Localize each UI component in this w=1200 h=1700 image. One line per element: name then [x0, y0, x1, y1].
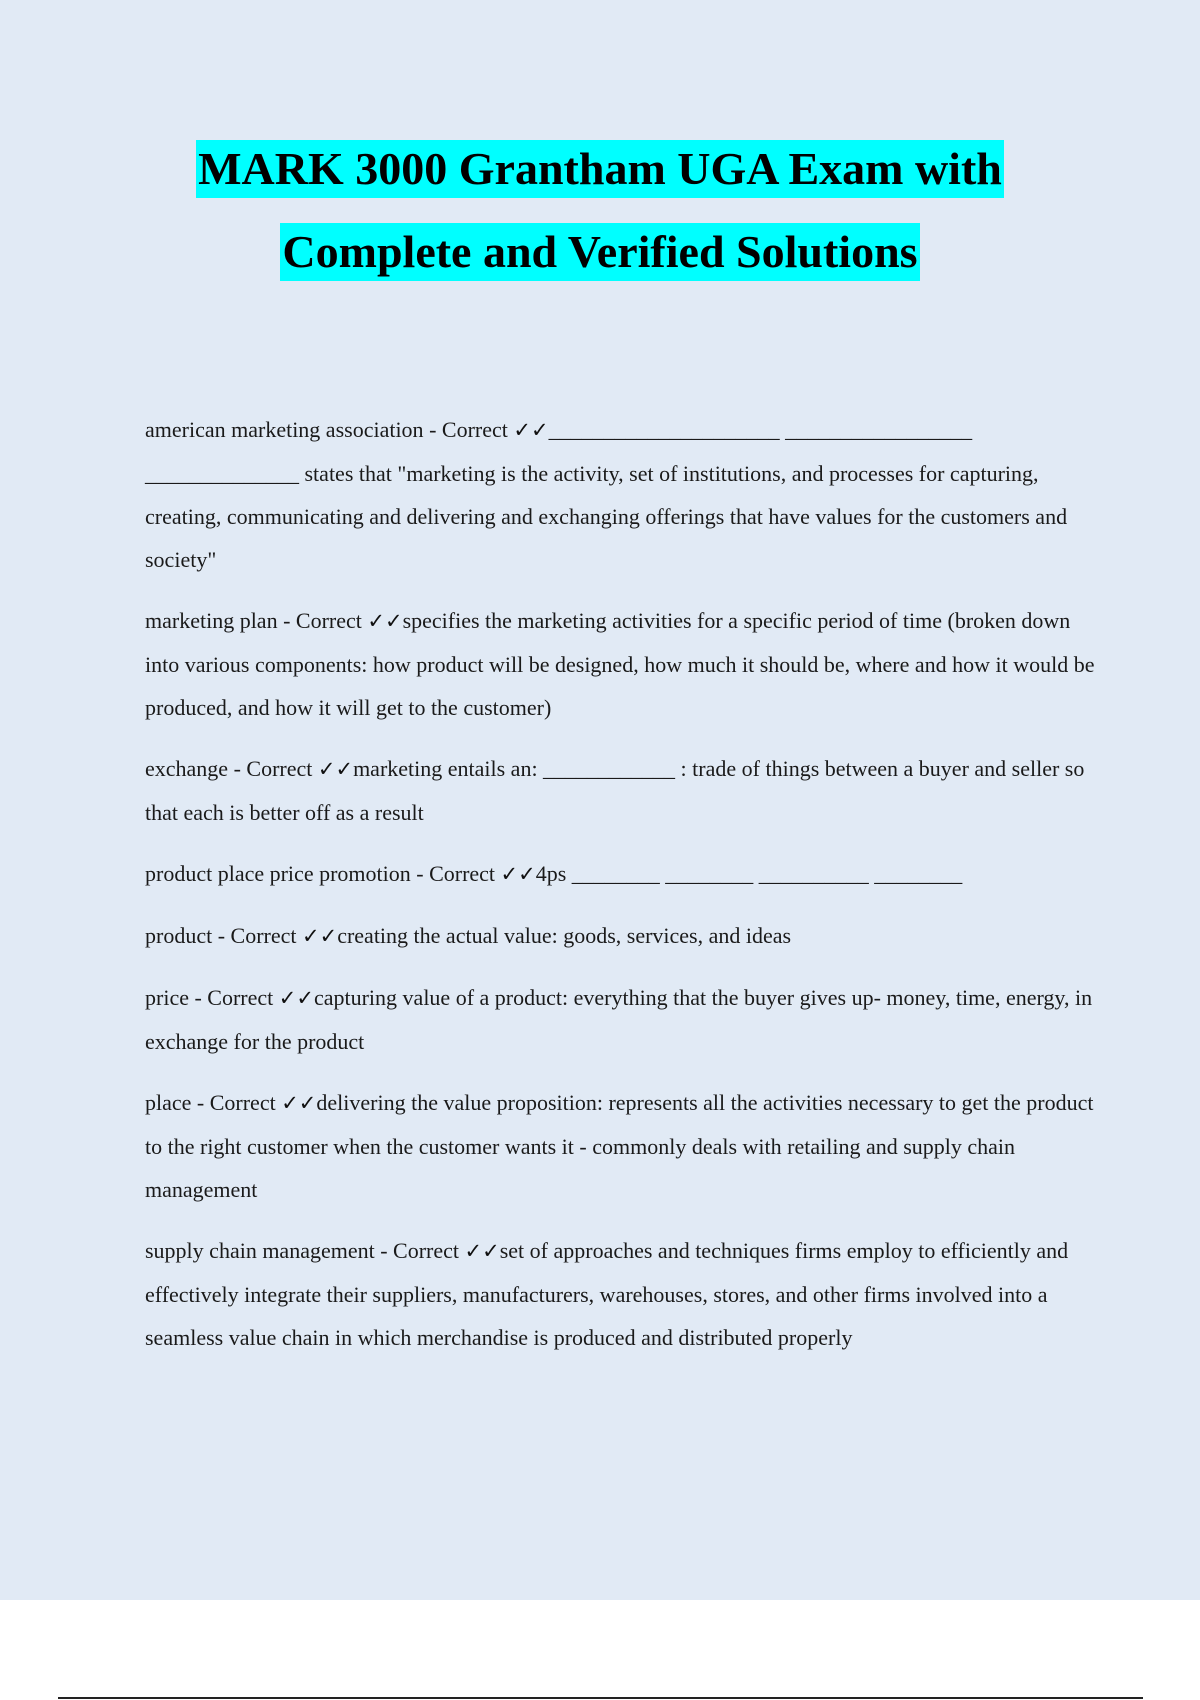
entry-separator: - Correct: [191, 1090, 282, 1115]
entry-term: american marketing association: [145, 417, 424, 442]
check-icon: ✓✓: [367, 609, 403, 633]
qa-entry: [145, 747, 1095, 834]
entry-separator: - Correct: [188, 985, 279, 1010]
footer-divider: [58, 1697, 1143, 1699]
entry-separator: - Correct: [277, 608, 368, 633]
qa-entry: [145, 1229, 1095, 1359]
entry-term: supply chain management: [145, 1238, 375, 1263]
check-icon: ✓✓: [500, 862, 536, 886]
entry-answer: set of approaches and techniques firms employ to efficiently and effectively integrate their suppliers, manufacturers, warehouses, stores, and other firms involved into a seamless value chain in which merchandise is produced and distributed properly: [145, 1238, 1069, 1350]
qa-entry: [145, 408, 1095, 581]
entry-term: price: [145, 985, 189, 1010]
qa-entry: [145, 914, 1095, 958]
title-line-2: Complete and Verified Solutions: [280, 223, 919, 281]
entry-separator: - Correct: [374, 1238, 465, 1263]
entry-answer: marketing entails an: ____________ : trade of things between a buyer and seller so that each is better off as a result: [145, 756, 1085, 825]
entry-separator: - Correct: [423, 417, 514, 442]
entry-answer: capturing value of a product: everything that the buyer gives up- money, time, energy, in exchange for the product: [145, 985, 1093, 1054]
entry-answer: creating the actual value: goods, services, and ideas: [337, 923, 792, 948]
entry-answer: 4ps ________ ________ __________ ________: [535, 861, 963, 886]
entry-separator: - Correct: [228, 756, 318, 781]
entry-term: exchange: [145, 756, 229, 781]
document-title: [0, 140, 1200, 306]
entry-term: place: [145, 1090, 192, 1115]
qa-entry: [145, 852, 1095, 896]
entry-separator: - Correct: [410, 861, 501, 886]
qa-entry: [145, 1081, 1095, 1211]
entry-separator: - Correct: [212, 923, 302, 948]
check-icon: ✓✓: [281, 1091, 317, 1115]
check-icon: ✓✓: [464, 1239, 500, 1263]
check-icon: ✓✓: [302, 924, 338, 948]
entry-term: product: [145, 923, 213, 948]
check-icon: ✓✓: [317, 757, 354, 781]
qa-entry: [145, 599, 1095, 729]
qa-list: [145, 408, 1095, 1377]
entry-answer: delivering the value proposition: represents all the activities necessary to get the product to the right customer when the customer wants it - commonly deals with retailing and supply chain management: [145, 1090, 1094, 1202]
entry-term: product place price promotion: [145, 861, 411, 886]
check-icon: ✓✓: [513, 418, 549, 442]
entry-term: marketing plan: [145, 608, 278, 633]
title-line-1: MARK 3000 Grantham UGA Exam with: [196, 140, 1004, 198]
check-icon: ✓✓: [278, 986, 314, 1010]
qa-entry: [145, 976, 1095, 1063]
entry-answer: _____________________ _________________ ______________ states that "marketing is the activity, set of institutions, and processes for capturing, creating, communicating and delivering and exchanging offerings that have values for the customers and society": [145, 417, 1068, 572]
entry-answer: specifies the marketing activities for a specific period of time (broken down into various components: how product will be designed, how much it should be, where and how it would be produced, and how it will get to the customer): [145, 608, 1095, 720]
